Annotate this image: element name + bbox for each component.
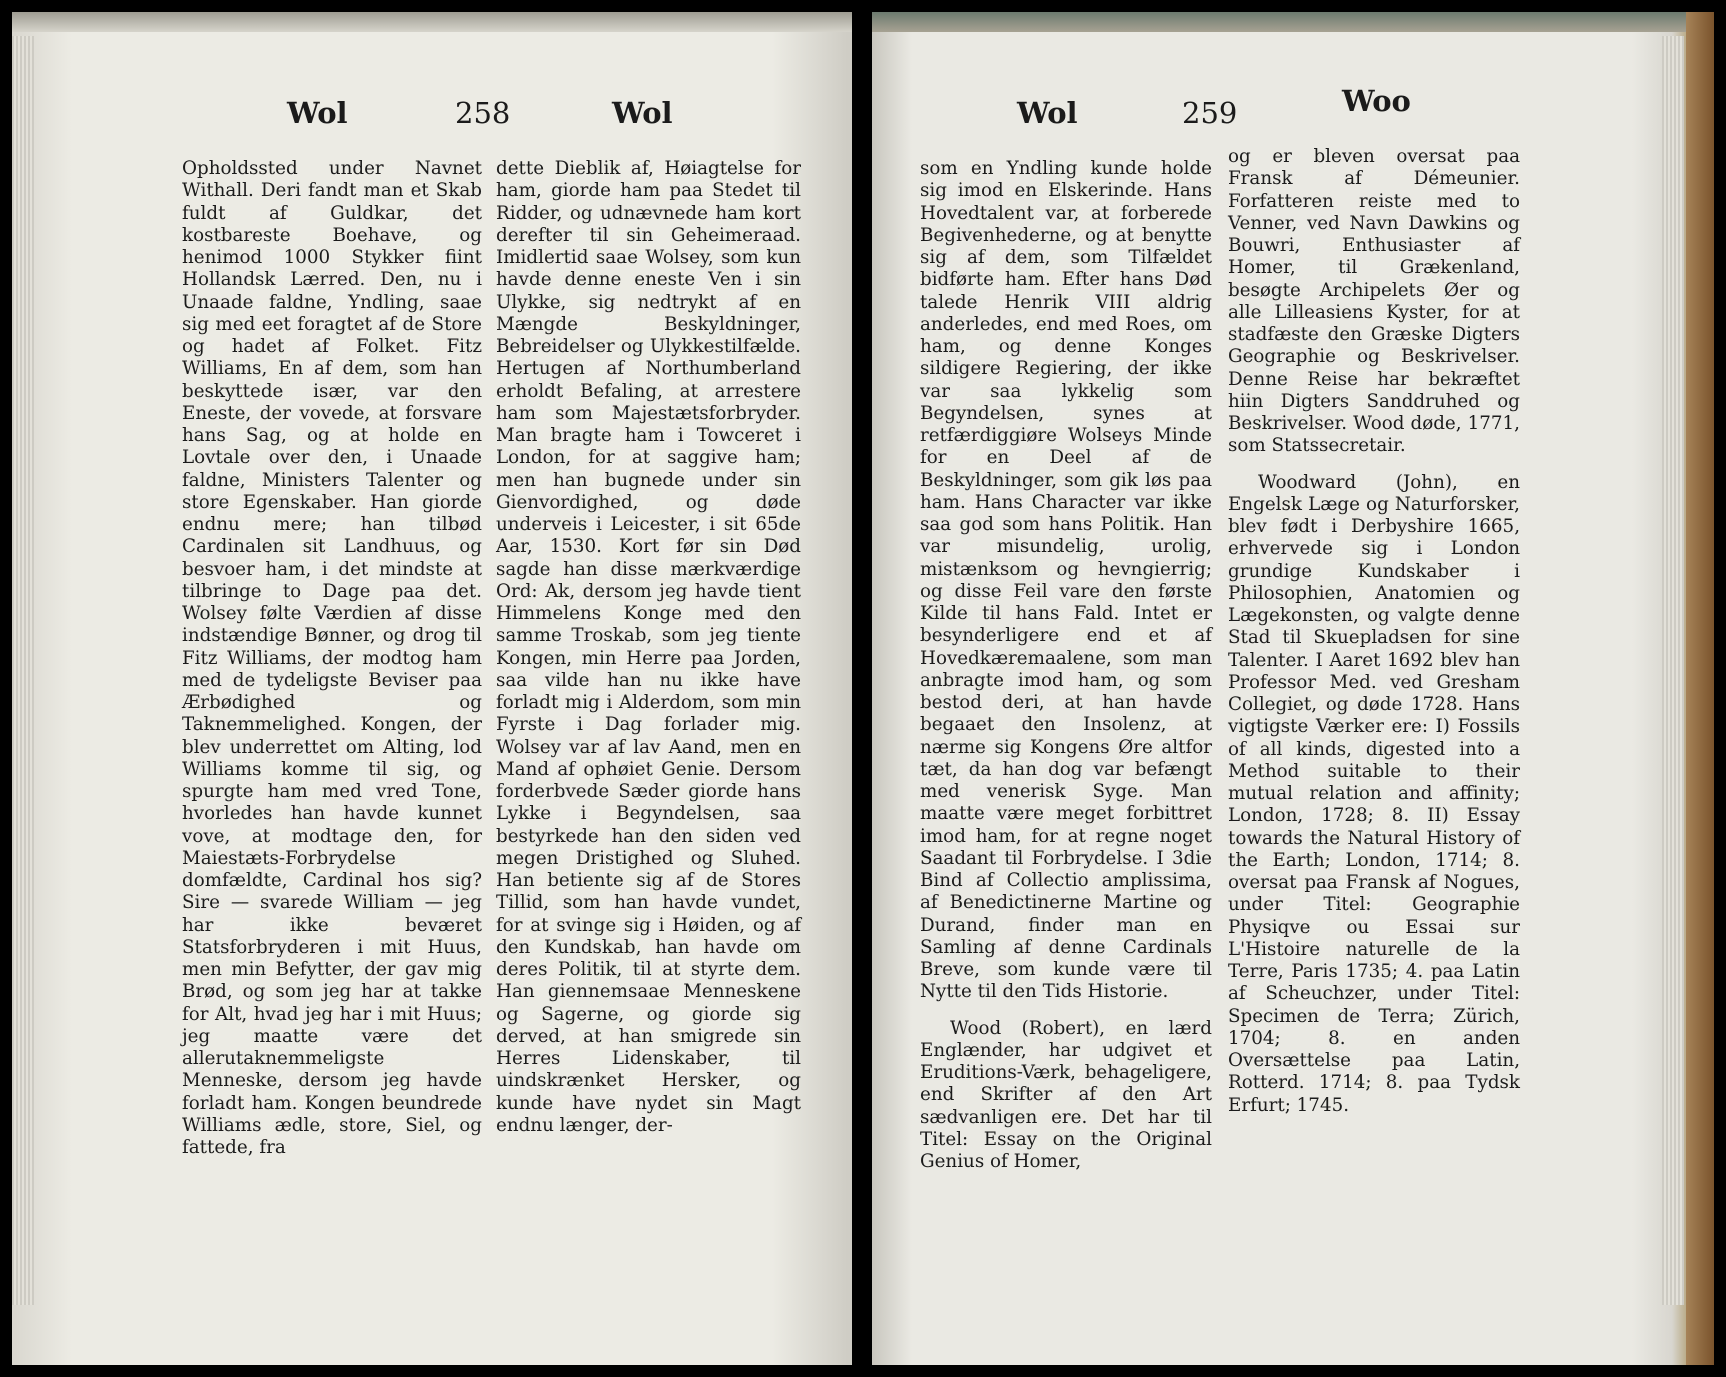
header-left-word: Wol: [1017, 96, 1078, 130]
page-number: 258: [455, 96, 511, 130]
entry-woodward-john: Woodward (John), en Engelsk Læge og Naturforsker, blev født i Derbyshire 1665, erhvervede sig i London grundige Kundskaber i Philosophien, Anatomien og Lægekonsten, og valgte denne Stad til Skuepladsen for sine Talenter. I Aaret 1692 blev han Professor Med. ved Gresham Collegiet, og døde 1728. Hans vigtigste Værker ere: I) Fossils of all kinds, digested into a Method suitable to their mutual relation and affinity; London, 1728; 8. II) Essay towards the Natural History of the Earth; London, 1714; 8. oversat paa Fransk af Nogues, under Titel: Geographie Physiqve ou Essai sur L'Histoire naturelle de la Terre, Paris 1735; 4. paa Latin af Scheuchzer, under Titel: Specimen de Terra; Zürich, 1704; 8. en anden Oversættelse paa Latin, Rotterd. 1714; 8. paa Tydsk Erfurt; 1745.: [1228, 471, 1520, 1116]
page-stack-edge: [12, 36, 34, 1305]
paragraph: dette Dieblik af, Høiagtelse for ham, giorde ham paa Stedet til Ridder, og udnævnede ham kort derefter til sin Geheimeraad. Imidlertid saae Wolsey, som kun havde denne eneste Ven i sin Ulykke, sig nedtrykt af en Mængde Beskyldninger, Bebreidelser og Ulykkestilfælde. Hertugen af Northumberland erholdt Befaling, at arrestere ham som Majestætsforbryder. Man bragte ham i Towceret i London, for at saggive ham; men han bugnede under sin Gienvordighed, og døde underveis i Leicester, i sit 65de Aar, 1530. Kort før sin Død sagde han disse mærkværdige Ord: Ak, dersom jeg havde tient Himmelens Konge med den samme Troskab, som jeg tiente Kongen, min Herre paa Jorden, saa vilde han nu ikke have forladt mig i Alderdom, som min Fyrste i Dag forlader mig. Wolsey var af lav Aand, men en Mand af ophøiet Genie. Dersom forderbvede Sæder giorde hans Lykke i Begyndelsen, saa bestyrkede han den siden ved megen Dristighed og Sluhed. Han betiente sig af de Stores Tillid, som han havde vundet, for at svinge sig i Høiden, og af den Kundskab, han havde om deres Politik, til at styrte dem. Han giennemsaae Menneskene og Sagerne, og giorde sig derved, at han smigrede sin Herres Lidenskaber, til uindskrænket Hersker, og kunde have nydet sin Magt endnu længer, der-: [496, 158, 801, 1136]
text-column-1: [920, 158, 1212, 1173]
paragraph: Opholdssted under Navnet Withall. Deri fandt man et Skab fuldt af Guldkar, det kostbareste Boehave, og henimod 1000 Stykker fiint Hollandsk Lærred. Den, nu i Unaade faldne, Yndling, saae sig med eet foragtet af de Store og hadet af Folket. Fitz Williams, En af dem, som han beskyttede især, var den Eneste, der vovede, at forsvare hans Sag, og at holde en Lovtale over den, i Unaade faldne, Ministers Talenter og store Egenskaber. Han giorde endnu mere; han tilbød Cardinalen sit Landhuus, og besvoer ham, i det mindste at tilbringe to Dage paa det. Wolsey følte Værdien af disse indstændige Bønner, og drog til Fitz Williams, der modtog ham med de tydeligste Beviser paa Ærbødighed og Taknemmelighed. Kongen, der blev underrettet om Alting, lod Williams komme til sig, og spurgte ham med vred Tone, hvorledes han havde kunnet vove, at modtage den, for Maiestæts-Forbrydelse domfældte, Cardinal hos sig? Sire — svarede William — jeg har ikke beværet Statsforbryderen i mit Huus, men min Befytter, der gav mig Brød, og som jeg har at takke for Alt, hvad jeg har i mit Huus; jeg maatte være det allerutaknemmeligste Menneske, dersom jeg havde forladt ham. Kongen beundrede Williams ædle, store, Siel, og fattede, fra: [182, 158, 482, 1158]
page-top-edge: [872, 12, 1714, 32]
running-header: [12, 96, 852, 140]
book-cover-edge: [1686, 12, 1714, 1365]
text-column-2: [1228, 146, 1520, 1117]
paragraph: som en Yndling kunde holde sig imod en Elskerinde. Hans Hovedtalent var, at forberede Begivenhederne, og at benytte sig af dem, som Tilfældet bidførte ham. Efter hans Død talede Henrik VIII aldrig anderledes, end med Roes, om ham, og denne Konges sildigere Regiering, der ikke var saa lykkelig som Begyndelsen, synes at retfærdiggiøre Wolseys Minde for en Deel af de Beskyldninger, som gik løs paa ham. Hans Character var ikke saa god som hans Politik. Han var misundelig, urolig, mistænksom og hevngierrig; og disse Feil vare den første Kilde til hans Fald. Intet er besynderligere end et af Hovedkæremaalene, som man anbragte imod ham, og som bestod deri, at han havde begaaet den Insolenz, at nærme sig Kongens Øre altfor tæt, da han dog var befængt med venerisk Syge. Man maatte være meget forbittret imod ham, for at regne noget Saadant til Forbrydelse. I 3die Bind af Collectio amplissima, af Benedictinerne Martine og Durand, finder man en Samling af denne Cardinals Breve, som kunde være til Nytte til den Tids Historie.: [920, 158, 1212, 1003]
running-header: [872, 84, 1714, 140]
header-right-word: Woo: [1342, 84, 1411, 118]
paragraph: og er bleven oversat paa Fransk af Démeunier. Forfatteren reiste med to Venner, ved Navn Dawkins og Bouwri, Enthusiaster af Homer, til Grækenland, besøgte Archipelets Øer og alle Lilleasiens Kyster, for at stadfæste den Græske Digters Geographie og Beskrivelser. Denne Reise har bekræftet hiin Digters Sanddruhed og Beskrivelser. Wood døde, 1771, som Statssecretair.: [1228, 146, 1520, 457]
text-column-1: [182, 158, 482, 1159]
text-column-2: [496, 158, 801, 1137]
left-page: [12, 12, 852, 1365]
header-left-word: Wol: [287, 96, 348, 130]
page-stack-edge: [1662, 36, 1684, 1305]
right-page: [872, 12, 1714, 1365]
page-top-edge: [12, 12, 852, 32]
page-number: 259: [1182, 96, 1238, 130]
entry-wood-robert: Wood (Robert), en lærd Englænder, har udgivet et Eruditions-Værk, behageligere, end Skrifter af den Art sædvanligen ere. Det har til Titel: Essay on the Original Genius of Homer,: [920, 1017, 1212, 1172]
header-right-word: Wol: [612, 96, 673, 130]
